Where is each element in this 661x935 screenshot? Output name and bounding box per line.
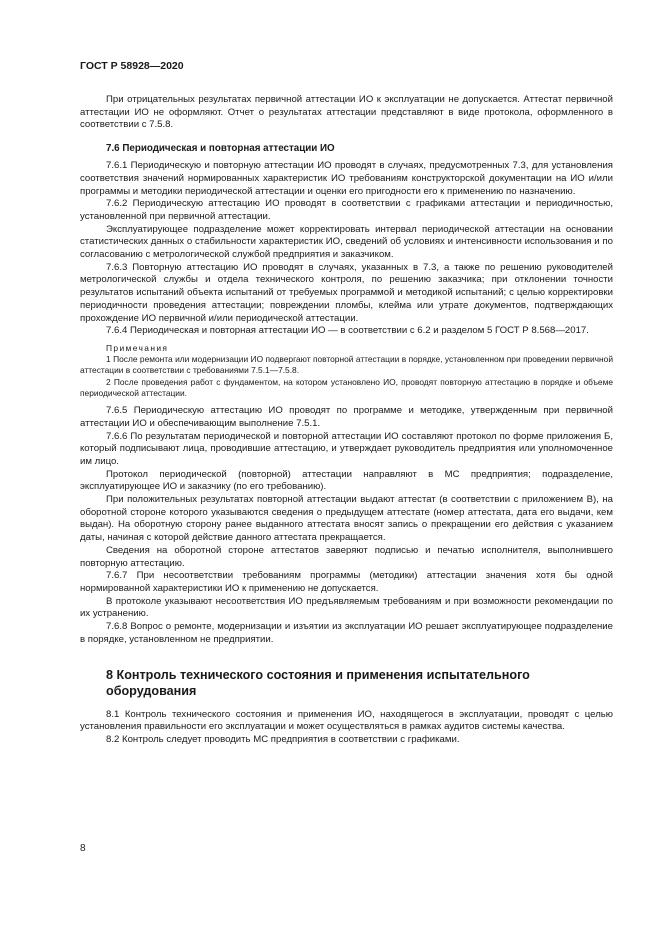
paragraph-7-6-1: 7.6.1 Периодическую и повторную аттестации ИО проводят в случаях, предусмотренных 7.3, для установления соответствия значений нормированных характеристик ИО требованиям конструкторской документации на ИО и/или программы и методики периодической аттестации и оценки его пригодности его к применению по назначению.	[80, 160, 613, 197]
page-number: 8	[80, 843, 86, 854]
paragraph-7-6-8: 7.6.8 Вопрос о ремонте, модернизации и изъятии из эксплуатации ИО решает эксплуатирующее подразделение в порядке, установленном не предприятии.	[80, 621, 613, 645]
paragraph-7-6-3: 7.6.3 Повторную аттестацию ИО проводят в случаях, указанных в 7.3, а также по решению руководителей метрологической службы и отдела технического контроля, по решению заказчика; при отклонении точности результатов испытаний объекта испытаний от требуемых программой и методикой испытаний; с целью корректировки периодичности проведения аттестации; повреждении пломбы, клейма или утрате документов, подтверждающих прохождение ИО первичной и/или периодической аттестации.	[80, 261, 613, 324]
paragraph-7-6-4: 7.6.4 Периодическая и повторная аттестации ИО — в соответствии с 6.2 и разделом 5 ГОСТ Р 8.568—2017.	[106, 325, 589, 337]
section-8-heading: 8 Контроль технического состояния и применения испытательного оборудования	[106, 667, 530, 698]
paragraph-7-6-5: 7.6.5 Периодическую аттестацию ИО проводят по программе и методике, утвержденным при первичной аттестации ИО и обеспечивающим выполнение 7.5.1.	[80, 405, 613, 429]
standard-header: ГОСТ Р 58928—2020	[80, 60, 184, 72]
paragraph-protocol: Протокол периодической (повторной) аттестации направляют в МС предприятия; подразделение, эксплуатирующее ИО и заказчику (по его требованию).	[80, 468, 613, 493]
paragraph-certificate: При положительных результатах повторной аттестации выдают аттестат (в соответствии с приложением В), на оборотной стороне которого указываются сведения о предыдущем аттестате (номер аттестата, дата его выдачи, кем выдан). На оборотную сторону ранее выданного аттестата вносят запись о прекращении его действия с указанием даты, начиная с которой действие данного аттестата прекращается.	[80, 494, 613, 544]
page-content	[80, 94, 613, 747]
paragraph-7-6-6: 7.6.6 По результатам периодической и повторной аттестации ИО составляют протокол по форме приложения Б, который подписывают лица, проводившие аттестацию, и утверждает руководитель предприятия или уполномоченное им лицо.	[80, 430, 613, 467]
note-2: 2 После проведения работ с фундаментом, на котором установлено ИО, проводят повторную аттестацию в порядке и объеме периодической аттестации.	[80, 376, 613, 398]
paragraph-7-6-7: 7.6.7 При несоответствии требованиям программы (методики) аттестации значения хотя бы одной нормированной характеристики ИО к применению не допускается.	[80, 570, 613, 594]
paragraph-7-6-2: 7.6.2 Периодическую аттестацию ИО проводят в соответствии с графиками аттестации и периодичностью, установленной при первичной аттестации.	[80, 198, 613, 222]
paragraph-recommendations: В протоколе указывают несоответствия ИО предъявляемым требованиям и при возможности рекомендации по их устранению.	[80, 595, 613, 620]
paragraph-8-1: 8.1 Контроль технического состояния и применения ИО, находящегося в эксплуатации, проводят с целью установления правильности его эксплуатации и может осуществляться в рамках аудитов системы качества.	[80, 708, 613, 733]
paragraph-interval: Эксплуатирующее подразделение может корректировать интервал периодической аттестации на основании статистических данных о стабильности характеристик ИО, сведений об условиях и интенсивности использования и по согласованию с метрологической службой предприятия и заказчиком.	[80, 223, 613, 261]
paragraph-8-2: 8.2 Контроль следует проводить МС предприятия в соответствии с графиками.	[106, 733, 460, 745]
paragraph-signature: Сведения на оборотной стороне аттестатов заверяют подписью и печатью исполнителя, выполнившего повторную аттестацию.	[80, 544, 613, 569]
paragraph-intro: При отрицательных результатах первичной аттестации ИО к эксплуатации не допускается. Аттестат первичной аттестации ИО не оформляют. Отчет о результатах аттестации представляют в виде протокола, оформленного в соответствии с 7.5.8.	[80, 94, 613, 131]
note-1: 1 После ремонта или модернизации ИО подвергают повторной аттестации в порядке, установленном при проведении первичной аттестации в соответствии с требованиями 7.5.1—7.5.8.	[80, 353, 613, 376]
section-7-6-heading: 7.6 Периодическая и повторная аттестации ИО	[106, 143, 335, 155]
notes-title: Примечания	[106, 342, 169, 353]
